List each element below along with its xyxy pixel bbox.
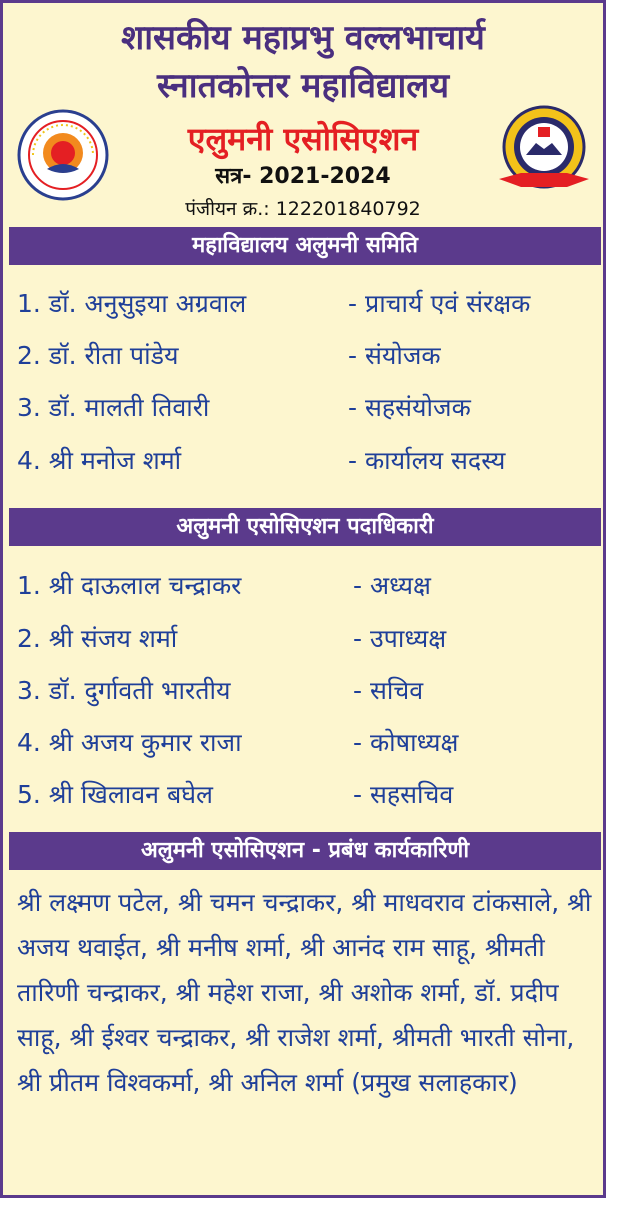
member-role: - सहसंयोजक [348,393,471,422]
session-years: सत्र- 2021-2024 [215,164,391,189]
college-name-line1: शासकीय महाप्रभु वल्लभाचार्य [121,18,485,58]
member-role: - संयोजक [348,341,441,370]
member-role: - अध्यक्ष [353,571,431,600]
member-role: - उपाध्यक्ष [353,624,447,653]
committee-heading: महाविद्यालय अलुमनी समिति [9,227,601,265]
executive-members: श्री लक्ष्मण पटेल, श्री चमन चन्द्राकर, श्री माधवराव टांकसाले, श्री अजय थवाईत, श्री मनीष शर्मा, श्री आनंद राम साहू, श्रीमती तारिणी चन्द्राकर, श्री महेश राजा, श्री अशोक शर्मा, डॉ. प्रदीप साहू, श्री ईश्वर चन्द्राकर, श्री राजेश शर्मा, श्रीमती भारती सोना, श्री प्रीतम विश्वकर्मा, श्री अनिल शर्मा (प्रमुख सलाहकार) [17,888,592,1097]
member-name: 4. श्री मनोज शर्मा [17,446,182,475]
office-bearers-heading: अलुमनी एसोसिएशन पदाधिकारी [9,508,601,546]
member-role: - कोषाध्यक्ष [353,728,459,757]
member-name: 1. श्री दाऊलाल चन्द्राकर [17,571,242,600]
association-title: एलुमनी एसोसिएशन [187,120,419,158]
member-name: 2. डॉ. रीता पांडेय [17,341,179,370]
registration-number: पंजीयन क्र.: 122201840792 [185,198,421,220]
member-name: 1. डॉ. अनुसुइया अग्रवाल [17,289,247,318]
member-name: 3. डॉ. दुर्गावती भारतीय [17,676,231,705]
college-name-line2: स्नातकोत्तर महाविद्यालय [156,66,450,106]
member-role: - सचिव [353,676,424,705]
member-role: - प्राचार्य एवं संरक्षक [348,289,531,318]
member-role: - कार्यालय सदस्य [348,446,506,475]
member-name: 4. श्री अजय कुमार राजा [17,728,242,757]
member-name: 2. श्री संजय शर्मा [17,624,178,653]
member-name: 3. डॉ. मालती तिवारी [17,393,210,422]
member-name: 5. श्री खिलावन बघेल [17,780,213,809]
member-role: - सहसचिव [353,780,454,809]
executive-heading: अलुमनी एसोसिएशन - प्रबंध कार्यकारिणी [9,832,601,870]
